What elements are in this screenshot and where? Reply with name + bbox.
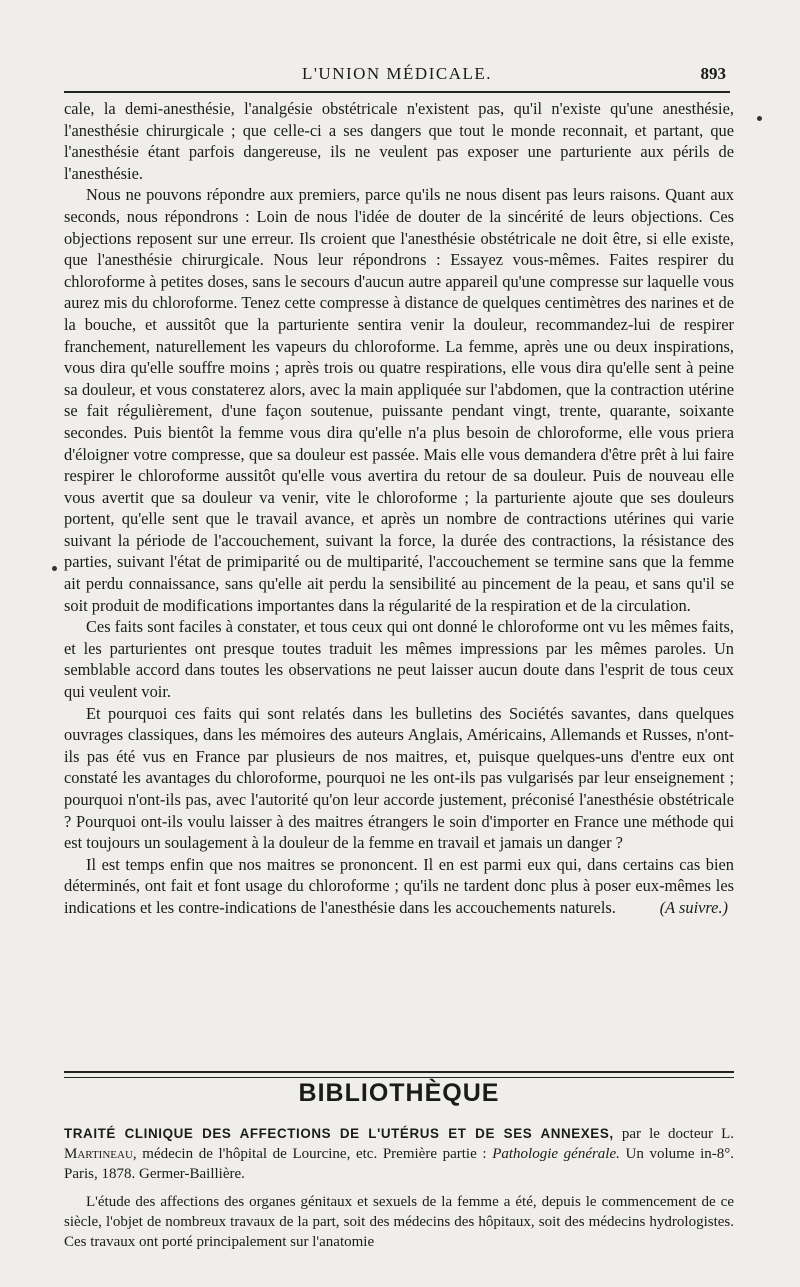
paragraph: cale, la demi-anesthésie, l'analgésie obstétricale n'existent pas, qu'il n'existe qu'une anesthésie, l'anesthésie chirurgicale ; que celle-ci a ses dangers que tout le monde reconnait, et partant, que l'anesthésie étant parfois dangereuse, ils ne veulent pas exposer une parturiente aux périls de l'anesthésie. xyxy=(64,99,734,183)
page-number: 893 xyxy=(700,64,726,83)
book-by: par le docteur L. xyxy=(621,1126,735,1142)
to-be-continued: (A suivre.) xyxy=(659,897,728,917)
ink-spot xyxy=(757,116,762,121)
section-rule xyxy=(64,1071,734,1078)
ink-spot xyxy=(52,566,57,571)
article-body xyxy=(64,98,734,919)
book-review xyxy=(64,1124,734,1252)
paragraph: Ces faits sont faciles à constater, et tous ceux qui ont donné le chloroforme ont vu les mêmes faits, et les parturientes ont presque toutes traduit les mêmes impressions par les mêmes paroles. Un semblable accord dans toutes les observations ne peut laisser aucun doute dans l'esprit de tous ceux qui veulent voir. xyxy=(64,617,734,702)
book-author: Martineau, xyxy=(64,1146,137,1162)
paragraph: Nous ne pouvons répondre aux premiers, parce qu'ils ne nous disent pas leurs raisons. Quant aux seconds, nous répondrons : Loin de nous l'idée de douter de la sincérité de leurs objections. Ces objections reposent sur une erreur. Ils croient que l'anesthésie obstétricale ne doit être, si elle existe, que l'anesthésie chirurgicale. Nous leur répondrons : Essayez vous-mêmes. Faites respirer du chloroforme à petites doses, sans le secours d'aucun autre appareil qu'une compresse sur laquelle vous aurez mis du chloroforme. Tenez cette compresse à distance de quelques centimètres des narines et de la bouche, et aussitôt que la parturiente sentira venir la douleur, recommandez-lui de respirer franchement, naturellement les vapeurs du chloroforme. La femme, après une ou deux inspirations, vous dira qu'elle souffre moins ; après trois ou quatre respirations, elle vous dira qu'elle sent à peine sa douleur, et vous constaterez alors, avec la main appliquée sur l'abdomen, que la contraction utérine se fait régulièrement, d'une façon soutenue, puissante pendant vingt, trente, quarante, soixante secondes. Puis bientôt la femme vous dira qu'elle n'a plus besoin de chloroforme, elle vous priera d'éloigner votre compresse, que sa douleur est passée. Mais elle vous demandera d'être prêt à lui faire respirer le chloroforme aussitôt qu'elle vous avertira du retour de sa douleur. Puis de nouveau elle vous avertit que sa douleur va venir, vite le chloroforme ; la parturiente ajoute que ses douleurs portent, qu'elle sent que le travail avance, et après un nombre de contractions utérines qui varie suivant la période de l'accouchement, suivant la force, la durée des contractions, la résistance des parties, suivant l'état de primiparité ou de multiparité, l'accouchement se termine sans que la femme ait perdu connaissance, sans qu'elle ait perdu la sensibilité au pincement de la peau, et sans qu'il se soit produit de modifications importantes dans la régularité de la respiration et de la circulation. xyxy=(64,185,734,615)
publication-info: Un volume in-8°. Paris, 1878. Germer-Baillière. xyxy=(64,1146,735,1182)
paragraph: Il est temps enfin que nos maitres se prononcent. Il en est parmi eux qui, dans certains cas bien déterminés, ont fait et font usage du chloroforme ; qu'ils ne tardent donc plus à poser eux-mêmes les indications et les contre-indications de l'anesthésie dans les accouchements naturels. xyxy=(64,854,734,917)
section-title: BIBLIOTHÈQUE xyxy=(298,1079,500,1107)
running-header xyxy=(64,64,730,86)
book-title: TRAITÉ CLINIQUE DES AFFECTIONS DE L'UTÉRUS ET DE SES ANNEXES, xyxy=(64,1126,614,1141)
author-description: médecin de l'hôpital de Lourcine, etc. Première partie : xyxy=(142,1146,487,1162)
journal-title: L'UNION MÉDICALE. xyxy=(301,64,493,83)
paragraph: Et pourquoi ces faits qui sont relatés dans les bulletins des Sociétés savantes, dans quelques ouvrages classiques, dans les mémoires des auteurs Anglais, Américains, Allemands et Russes, n'ont-ils pas été vus en France par plusieurs de nos maitres, et, puisque quelques-uns d'entre eux ont constaté les avantages du chloroforme, pourquoi ne les ont-ils pas vulgarisés par leur enseignement ; pourquoi n'ont-ils pas, avec l'autorité qu'on leur accorde justement, préconisé l'anesthésie obstétricale ? Pourquoi ont-ils voulu laisser à des maitres étrangers le soin d'importer en France une méthode qui est toujours un soulagement à la douleur de la femme en travail et jamais un danger ? xyxy=(64,703,734,853)
book-reference xyxy=(64,1124,734,1184)
paragraph-last xyxy=(64,854,734,919)
book-part-title: Pathologie générale. xyxy=(492,1146,620,1162)
header-rule xyxy=(64,91,730,93)
review-text: L'étude des affections des organes génitaux et sexuels de la femme a été, depuis le commencement de ce siècle, l'objet de nombreux travaux de la part, soit des médecins des hôpitaux, soit des médecins hydrologistes. Ces travaux ont porté principalement sur l'anatomie xyxy=(64,1194,734,1250)
